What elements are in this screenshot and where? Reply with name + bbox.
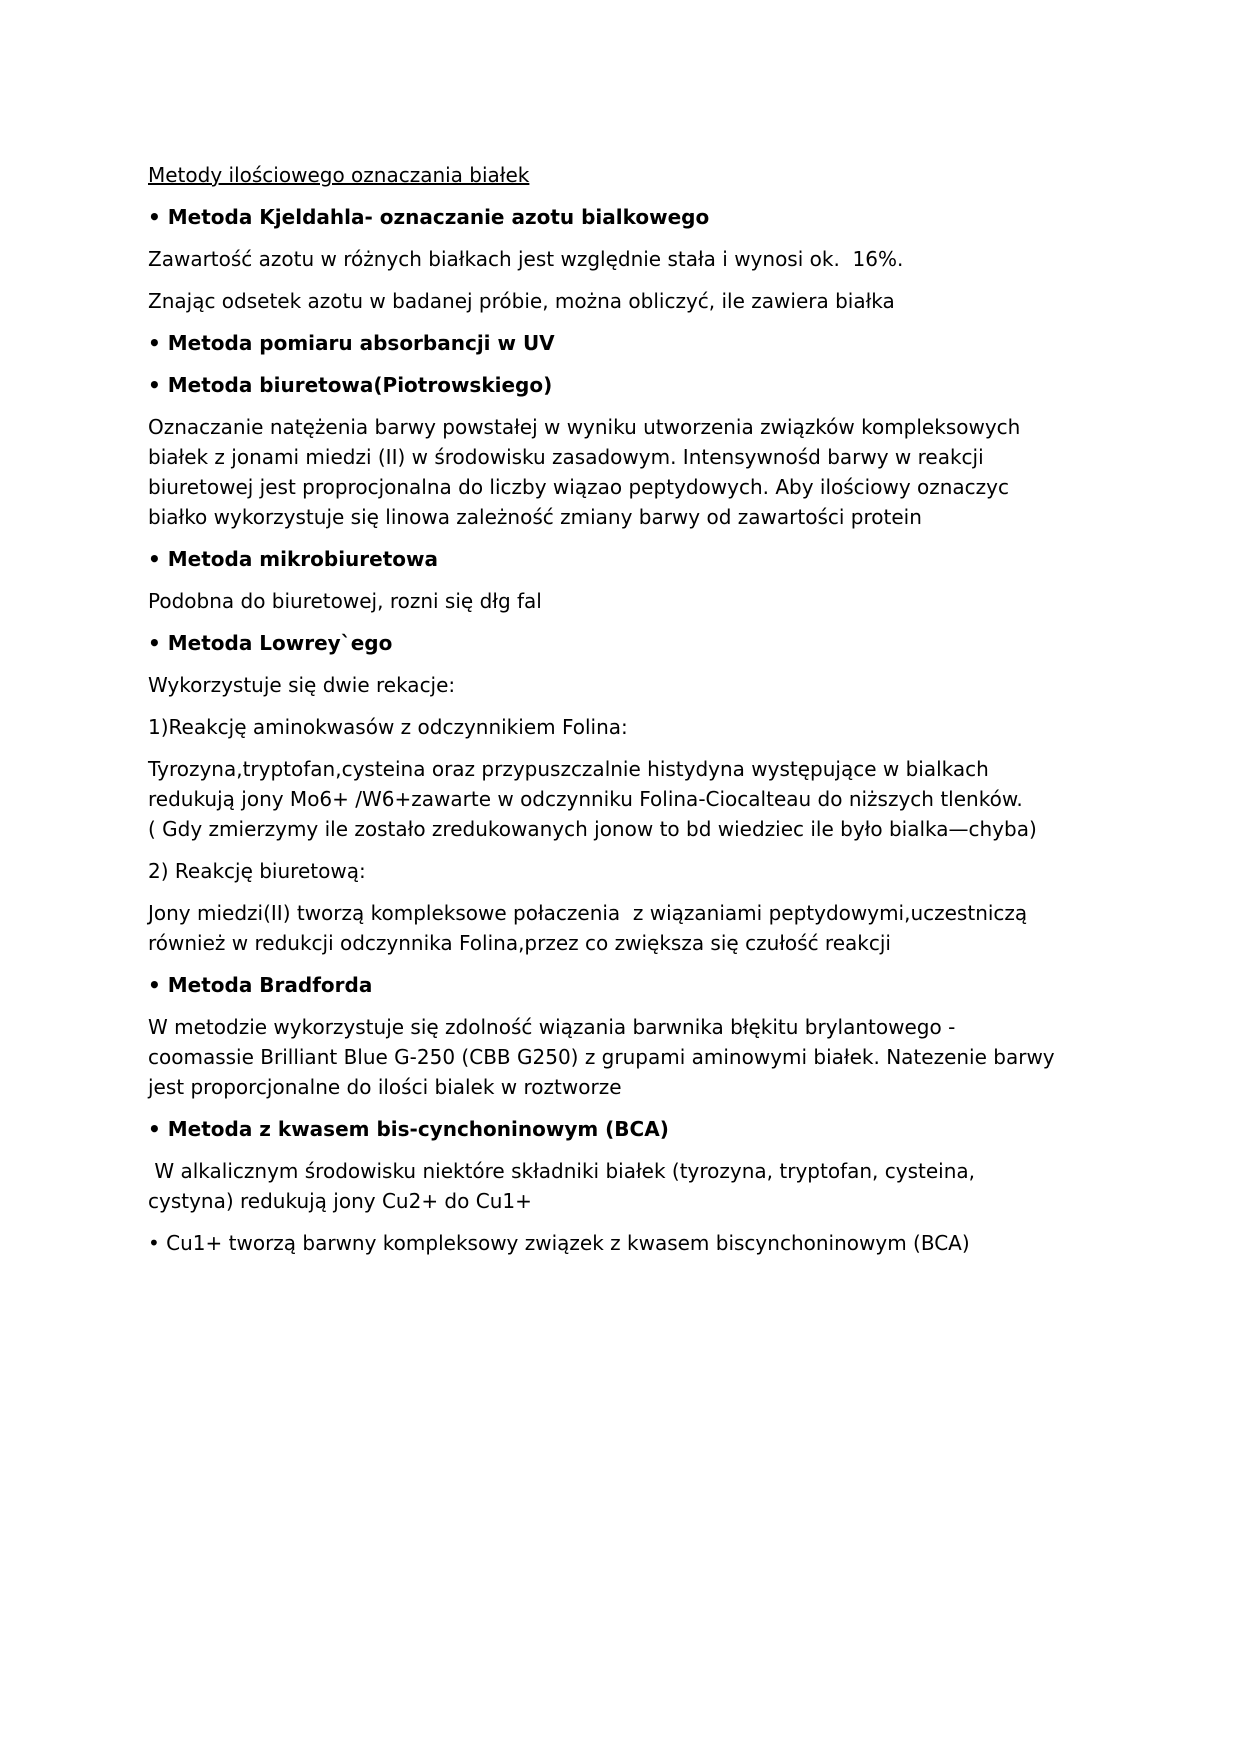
paragraph: Tyrozyna,tryptofan,cysteina oraz przypuszczalnie histydyna występujące w bialkach redukują jony Mo6+ /W6+zawarte w odczynniku Folina-Ciocalteau do niższych tlenków. ( Gdy zmierzymy ile zostało zredukowanych jonow to bd wiedziec ile było bialka—chyba) bbox=[148, 757, 1037, 841]
paragraph: Znając odsetek azotu w badanej próbie, można obliczyć, ile zawiera białka bbox=[148, 289, 895, 313]
document-page bbox=[148, 160, 1108, 1270]
paragraph: Jony miedzi(II) tworzą kompleksowe połaczenia z wiązaniami peptydowymi,uczestniczą również w redukcji odczynnika Folina,przez co zwiększa się czułość reakcji bbox=[148, 901, 1028, 955]
heading-uv-absorbance: • Metoda pomiaru absorbancji w UV bbox=[148, 331, 555, 355]
paragraph: Podobna do biuretowej, rozni się dłg fal bbox=[148, 589, 542, 613]
paragraph: W metodzie wykorzystuje się zdolność wiązania barwnika błękitu brylantowego - coomassie Brilliant Blue G-250 (CBB G250) z grupami aminowymi białek. Natezenie barwy jest proporcjonalne do ilości bialek w roztworze bbox=[148, 1015, 1055, 1099]
heading-biuret: • Metoda biuretowa(Piotrowskiego) bbox=[148, 373, 553, 397]
paragraph: 1)Reakcję aminokwasów z odczynnikiem Folina: bbox=[148, 715, 628, 739]
paragraph: W alkalicznym środowisku niektóre składniki białek (tyrozyna, tryptofan, cysteina, cystyna) redukują jony Cu2+ do Cu1+ bbox=[148, 1159, 975, 1213]
paragraph: Zawartość azotu w różnych białkach jest względnie stała i wynosi ok. 16%. bbox=[148, 247, 904, 271]
heading-lowry: • Metoda Lowrey`ego bbox=[148, 631, 393, 655]
heading-microbiuret: • Metoda mikrobiuretowa bbox=[148, 547, 438, 571]
paragraph: Wykorzystuje się dwie rekacje: bbox=[148, 673, 456, 697]
document-title: Metody ilościowego oznaczania białek bbox=[148, 163, 530, 187]
paragraph: Oznaczanie natężenia barwy powstałej w wyniku utworzenia związków kompleksowych białek z jonami miedzi (II) w środowisku zasadowym. Intensywnośd barwy w reakcji biuretowej jest proprocjonalna do liczby wiązao peptydowych. Aby ilościowy oznaczyc białko wykorzystuje się linowa zależność zmiany barwy od zawartości protein bbox=[148, 415, 1021, 529]
heading-bradford: • Metoda Bradforda bbox=[148, 973, 373, 997]
heading-kjeldahl: • Metoda Kjeldahla- oznaczanie azotu bialkowego bbox=[148, 205, 710, 229]
bullet-paragraph: • Cu1+ tworzą barwny kompleksowy związek z kwasem biscynchoninowym (BCA) bbox=[148, 1231, 970, 1255]
paragraph: 2) Reakcję biuretową: bbox=[148, 859, 366, 883]
heading-bca: • Metoda z kwasem bis-cynchoninowym (BCA) bbox=[148, 1117, 669, 1141]
